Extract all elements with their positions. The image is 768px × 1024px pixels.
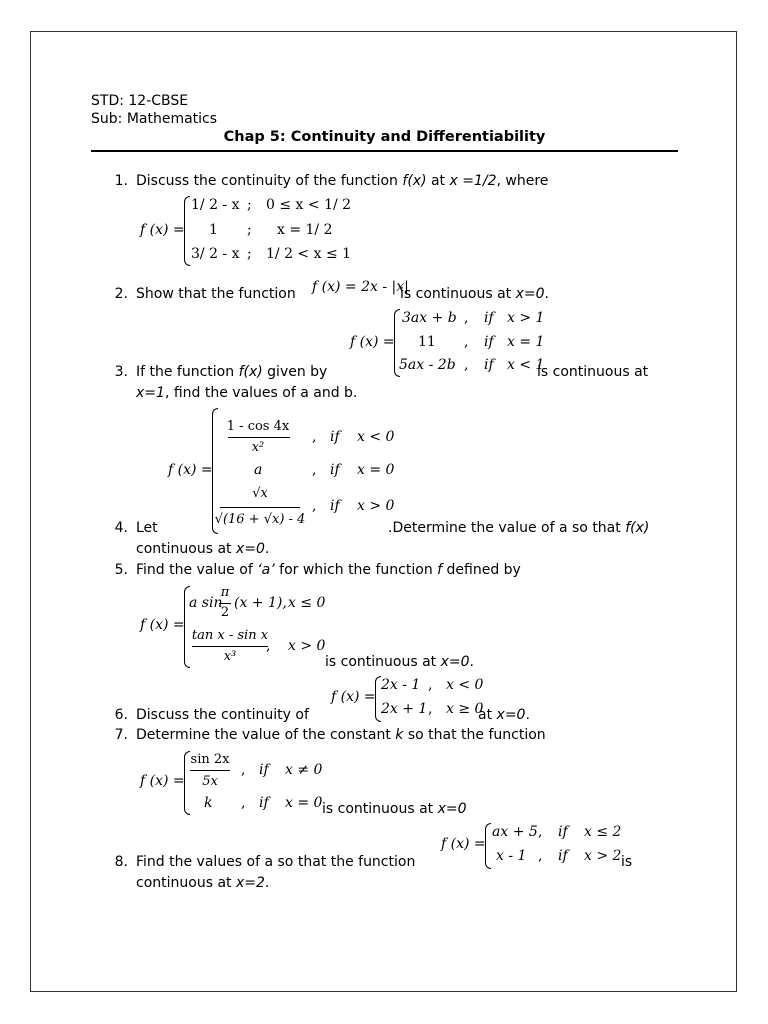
function-lhs: f (x) = [168, 462, 213, 478]
question-7-text: Determine the value of the constant k so that the function [136, 727, 546, 743]
fraction-numerator: sin 2x [190, 752, 230, 767]
case-expr: 3ax + b [402, 310, 457, 326]
question-1-text: Discuss the continuity of the function f(x) at x =1/2, where [136, 173, 549, 189]
case-if: if [558, 848, 568, 864]
case-separator: , [312, 498, 317, 514]
fraction-numerator: tan x - sin x [191, 628, 269, 643]
question-number: 1. [114, 173, 128, 189]
question-number: 3. [114, 364, 128, 380]
std-label: STD: 12-CBSE [91, 93, 189, 109]
case-expr: 11 [418, 334, 436, 350]
case-if: if [484, 357, 494, 373]
case-condition: x = 1 [507, 334, 545, 350]
subject-label: Sub: Mathematics [91, 111, 218, 127]
piecewise-brace [485, 823, 491, 869]
case-condition: x > 0 [357, 498, 395, 514]
title-underline [91, 150, 678, 152]
fraction-denominator: 2 [220, 605, 230, 620]
function-formula: f (x) = 2x - |x| [312, 279, 409, 295]
case-separator: ; [247, 246, 252, 262]
question-4-tail: .Determine the value of a so that f(x) [388, 520, 650, 536]
case-separator: , [464, 357, 469, 373]
question-3-text: If the function f(x) given by [136, 364, 328, 380]
question-number: 8. [114, 854, 128, 870]
function-lhs: f (x) = [140, 617, 185, 633]
case-condition: x = 0 [357, 462, 395, 478]
case-expr: ax + 5 [492, 824, 538, 840]
case-expr: a [254, 462, 263, 478]
chapter-title: Chap 5: Continuity and Differentiability [223, 129, 546, 145]
fraction-numerator: √x [252, 486, 268, 501]
case-separator: , [538, 848, 543, 864]
function-lhs: f (x) = [140, 222, 185, 238]
case-expr: k [204, 795, 213, 811]
case-separator: ; [247, 197, 252, 213]
function-lhs: f (x) = [331, 689, 376, 705]
case-separator: , [266, 638, 271, 654]
question-number: 6. [114, 707, 128, 723]
question-6-tail: at x=0. [478, 707, 530, 723]
question-5-text: Find the value of ‘a’ for which the function f defined by [136, 562, 521, 578]
case-separator: , [241, 762, 246, 778]
question-number: 5. [114, 562, 128, 578]
case-condition: 1/ 2 < x ≤ 1 [266, 246, 352, 262]
case-expr: 1 [209, 222, 218, 238]
case-condition: x < 0 [446, 677, 484, 693]
piecewise-brace [184, 196, 190, 266]
question-4-line2: continuous at x=0. [136, 541, 270, 557]
case-if: if [484, 310, 494, 326]
question-2-tail: is continuous at x=0. [400, 286, 549, 302]
case-if: if [558, 824, 568, 840]
case-separator: , [464, 334, 469, 350]
case-separator: , [538, 824, 543, 840]
question-8-line2: continuous at x=2. [136, 875, 270, 891]
case-separator: , [464, 310, 469, 326]
case-if: if [259, 795, 269, 811]
case-expr: 1/ 2 - x [191, 197, 240, 213]
fraction-bar [190, 770, 230, 771]
case-condition: x > 1 [507, 310, 545, 326]
fraction-denominator: x² [251, 440, 265, 455]
case-condition: x ≠ 0 [285, 762, 323, 778]
question-number: 2. [114, 286, 128, 302]
question-8-tail: is [621, 854, 633, 870]
case-expr: 2x + 1 [381, 701, 428, 717]
question-4-text: Let [136, 520, 158, 536]
question-3-tail: is continuous at [537, 364, 649, 380]
case-separator: , [428, 677, 433, 693]
case-separator: , [428, 701, 433, 717]
case-separator: , [312, 429, 317, 445]
case-separator: , [241, 795, 246, 811]
question-number: 4. [114, 520, 128, 536]
case-condition: 0 ≤ x < 1/ 2 [266, 197, 352, 213]
case-if: if [330, 498, 340, 514]
case-if: if [484, 334, 494, 350]
case-separator: ; [247, 222, 252, 238]
question-8-text: Find the values of a so that the function [136, 854, 416, 870]
fraction-denominator: 5x [202, 774, 218, 789]
question-6-text: Discuss the continuity of [136, 707, 309, 723]
case-condition: x < 1 [507, 357, 545, 373]
case-condition: x = 1/ 2 [277, 222, 333, 238]
fraction-numerator: 1 - cos 4x [226, 419, 290, 434]
case-condition: x ≤ 2 [584, 824, 622, 840]
case-if: if [330, 429, 340, 445]
function-lhs: f (x) = [140, 773, 185, 789]
case-expr: 2x - 1 [381, 677, 421, 693]
case-separator: , [312, 462, 317, 478]
case-condition: x = 0 [285, 795, 323, 811]
fraction-bar [219, 603, 231, 604]
fraction-denominator: √(16 + √x) - 4 [214, 512, 306, 527]
question-2-text: Show that the function [136, 286, 296, 302]
question-3-line2: x=1, find the values of a and b. [136, 385, 358, 401]
question-number: 7. [114, 727, 128, 743]
question-7-tail: is continuous at x=0 [322, 801, 467, 817]
case-expr: 5ax - 2b [399, 357, 456, 373]
fraction-bar [192, 646, 268, 647]
function-lhs: f (x) = [441, 836, 486, 852]
case-expr-tail: (x + 1), [234, 595, 287, 611]
case-condition: x > 0 [288, 638, 326, 654]
question-5-tail: is continuous at x=0. [325, 654, 474, 670]
case-condition: x ≥ 0 [446, 701, 484, 717]
case-condition: x < 0 [357, 429, 395, 445]
fraction-numerator: π [220, 585, 230, 600]
case-expr: x - 1 [496, 848, 527, 864]
case-condition: x > 2 [584, 848, 622, 864]
case-if: if [259, 762, 269, 778]
function-lhs: f (x) = [350, 334, 395, 350]
case-expr: 3/ 2 - x [191, 246, 240, 262]
fraction-bar [220, 507, 300, 508]
case-expr: a sin [189, 595, 223, 611]
case-condition: x ≤ 0 [288, 595, 326, 611]
case-if: if [330, 462, 340, 478]
fraction-bar [228, 437, 290, 438]
fraction-denominator: x³ [223, 649, 237, 664]
